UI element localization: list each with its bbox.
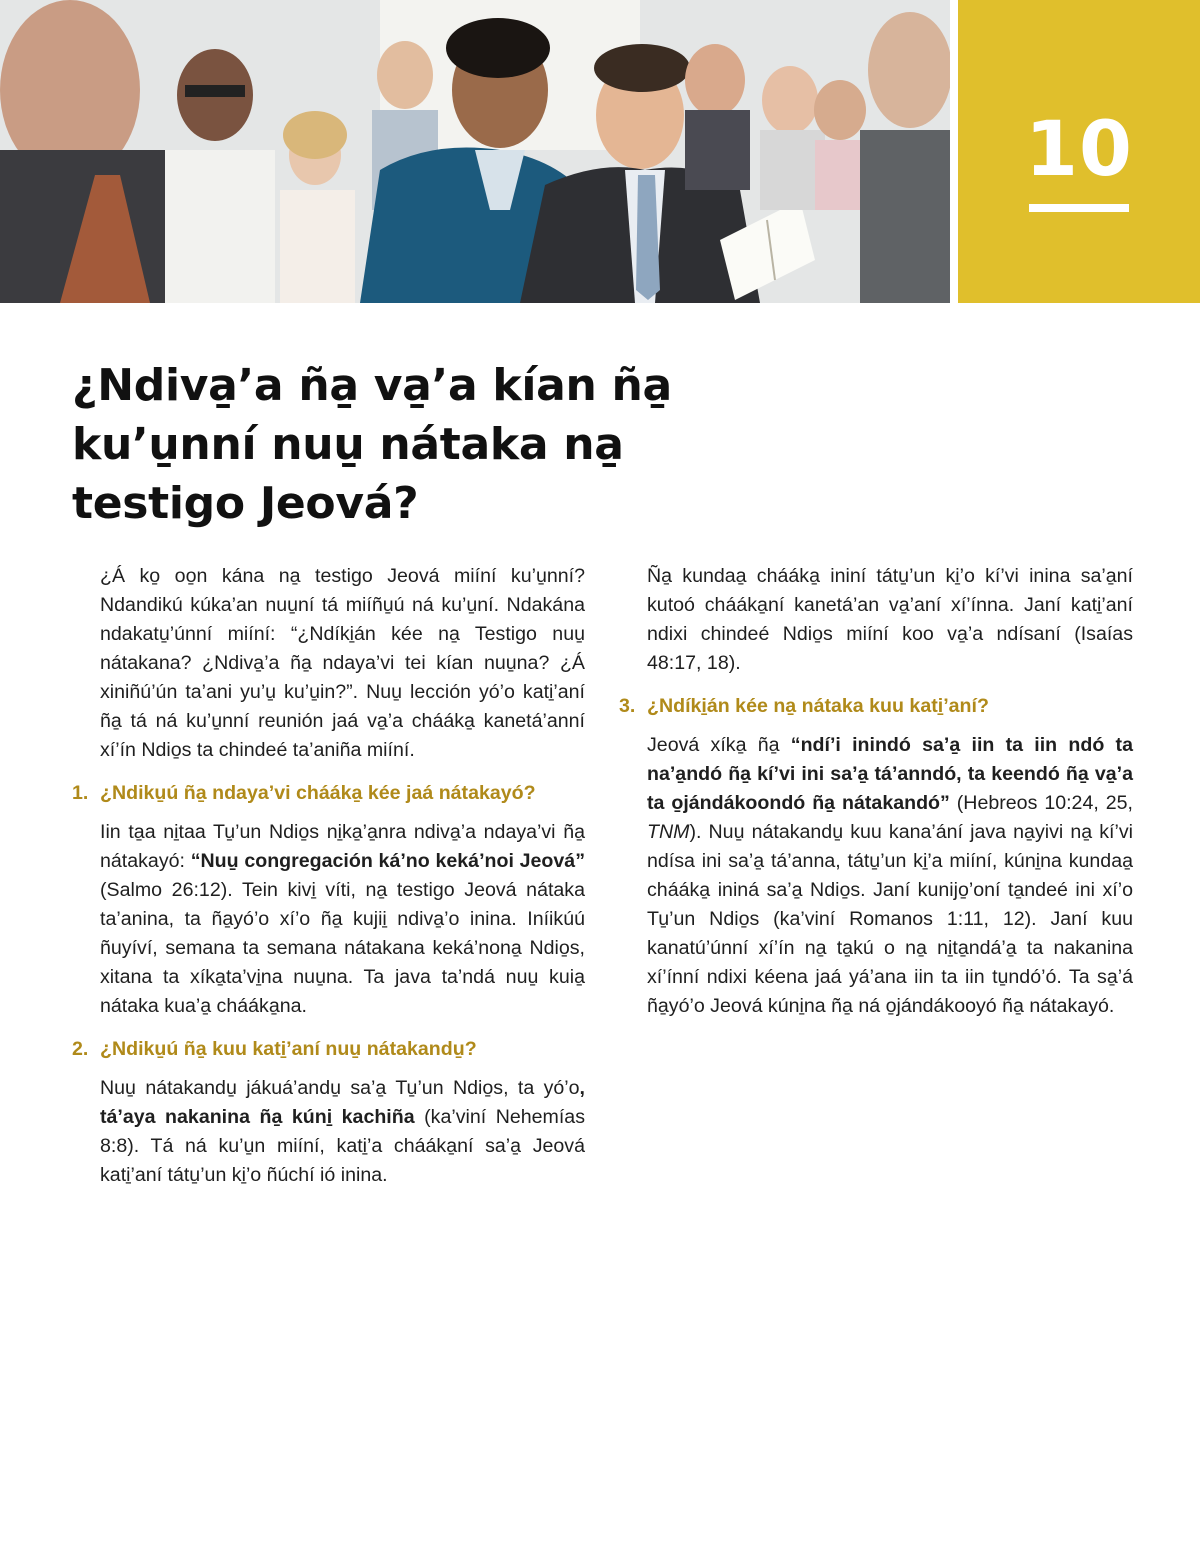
- left-column: [72, 562, 585, 1190]
- section-1-bold-quote: “Nuu̱ congregación ká’no keká’noi Jeová”: [190, 850, 585, 872]
- section-2-number: 2.: [72, 1038, 89, 1060]
- section-3-text-c: ). Nuu̱ nátakandu̱ kuu kana’ání java na̱yivi na̱ kí’vi ndísa ini sa’a̱ tá’anna, tátu̱’un ki̱’a miíní, kúni̱na kundaa̱ chááka̱ ininá sa’a̱ Ndio̱s. Janí kunijo̱’oní ta̱ndeé ini xí’o Tu̱’un Ndio̱s (ka’viní Romanos 1:11, 12). Janí kuu kanatú’únní xí’ín na̱ ta̱kú o na̱ ni̱ta̱ndá’a̱ ta nakanina xí’ínní ndixi kéena jaá yá’ana iin ta iin tu̱ndó’ó. Ta sa̱’á ña̱yó’o Jeová kúni̱na ña̱ ná o̱jándákooyó ña̱ nátakayó.: [647, 821, 1133, 1017]
- section-1: [72, 779, 585, 1021]
- section-2-answer: [100, 1074, 585, 1190]
- section-2-question-text: ¿Ndiku̱ú ña̱ kuu kati̱’aní nuu̱ nátakandu̱?: [100, 1038, 477, 1060]
- right-column: [619, 562, 1133, 1021]
- section-1-answer: [100, 818, 585, 1021]
- section-3-question-text: ¿Ndíki̱án kée na̱ nátaka kuu kati̱’aní?: [647, 695, 989, 717]
- section-1-number: 1.: [72, 782, 89, 804]
- section-2: [72, 1035, 585, 1190]
- section-1-question-text: ¿Ndiku̱ú ña̱ ndaya’vi chááka̱ kée jaá nátakayó?: [100, 782, 536, 804]
- section-3-text-b: (Hebreos 10:24, 25,: [949, 792, 1133, 814]
- section-3-text-a: Jeová xíka̱ ña̱: [647, 734, 791, 756]
- lesson-badge: [958, 0, 1200, 303]
- lesson-number: 10: [1025, 104, 1133, 193]
- section-1-question: [72, 779, 585, 808]
- section-2-text-a: Nuu̱ nátakandu̱ jákuá’andu̱ sa’a̱ Tu̱’un Ndio̱s, ta yó’o: [100, 1077, 580, 1099]
- section-3: [619, 692, 1133, 1021]
- section-2-bold: , tá’aya nakanina ña̱ kúni̱ kachiña: [100, 1077, 585, 1128]
- page-title: ¿Ndiva̱’a ña̱ va̱’a kían ña̱ ku’u̱nní nuu̱ nátaka na̱ testigo Jeová?: [72, 360, 672, 529]
- section-3-question: [619, 692, 1133, 721]
- right-continuation-paragraph: Ña̱ kundaa̱ chááka̱ ininí tátu̱’un ki̱’o kí’vi inina sa’a̱ní kutoó chááka̱ní kanetá’an va̱’aní xí’ínna. Janí kati̱’aní ndixi chindeé Ndio̱s miíní koo va̱’a ndísaní (Isaías 48:17, 18).: [647, 565, 1133, 674]
- section-3-answer: [647, 731, 1133, 1021]
- section-3-bold-quote: “ndí’i inindó sa’a̱ iin ta iin ndó ta na’a̱ndó ña̱ kí’vi ini sa’a̱ tá’anndó, ta keendó ña̱ va̱’a ta o̱jándákoondó ña̱ nátakandó”: [647, 734, 1133, 814]
- section-1-text-b: (Salmo 26:12). Tein kivi̱ víti, na̱ testigo Jeová nátaka ta’anina, ta ña̱yó’o xí’o ña̱ kujii̱ ndiva̱’o inina. Iníikúú ñuyíví, semana ta semana nátakana keká’nona̱ Ndio̱s, xitana ta xíka̱ta’vi̱na nuu̱na. Ta java ta’ndá nuu̱ kuia̱ nátaka kua’a̱ chááka̱na.: [100, 879, 585, 1017]
- intro-paragraph: ¿Á ko̱ oo̱n kána na̱ testigo Jeová miíní ku’u̱nní? Ndandikú kúka’an nuu̱ní tá miíñu̱ú ná ku’u̱ní. Ndakána ndakatu̱’únní miíní: “¿Ndíki̱án kée na̱ Testigo nuu̱ nátakana? ¿Ndiva̱’a ña̱ ndaya’vi tei kían nuu̱na? ¿Á xiniñú’ún ta’ani yu’u̱ ku’u̱in?”. Nuu̱ lección yó’o kati̱’aní ña̱ tá ná ku’u̱nní reunión jaá va̱’a chááka̱ kanetá’anní xí’ín Ndio̱s ta chindeé ta’aniña miíní.: [100, 565, 585, 761]
- section-3-italic-tnm: TNM: [647, 821, 690, 843]
- section-2-question: [72, 1035, 585, 1064]
- section-3-number: 3.: [619, 695, 636, 717]
- section-2-text-b: (ka’viní Nehemías 8:8). Tá ná ku’u̱n miíní, kati̱’a chááka̱ní sa’a̱ Jeová kati̱’aní tátu̱’un ki̱’o ñúchí ió inina.: [100, 1106, 585, 1186]
- section-1-text-a: Iin ta̱a ni̱taa Tu̱’un Ndio̱s ni̱ka̱’a̱nra ndiva̱’a ndaya’vi ña̱ nátakayó:: [100, 821, 585, 872]
- congregation-photo: [0, 0, 950, 303]
- lesson-number-underline: [1029, 204, 1129, 212]
